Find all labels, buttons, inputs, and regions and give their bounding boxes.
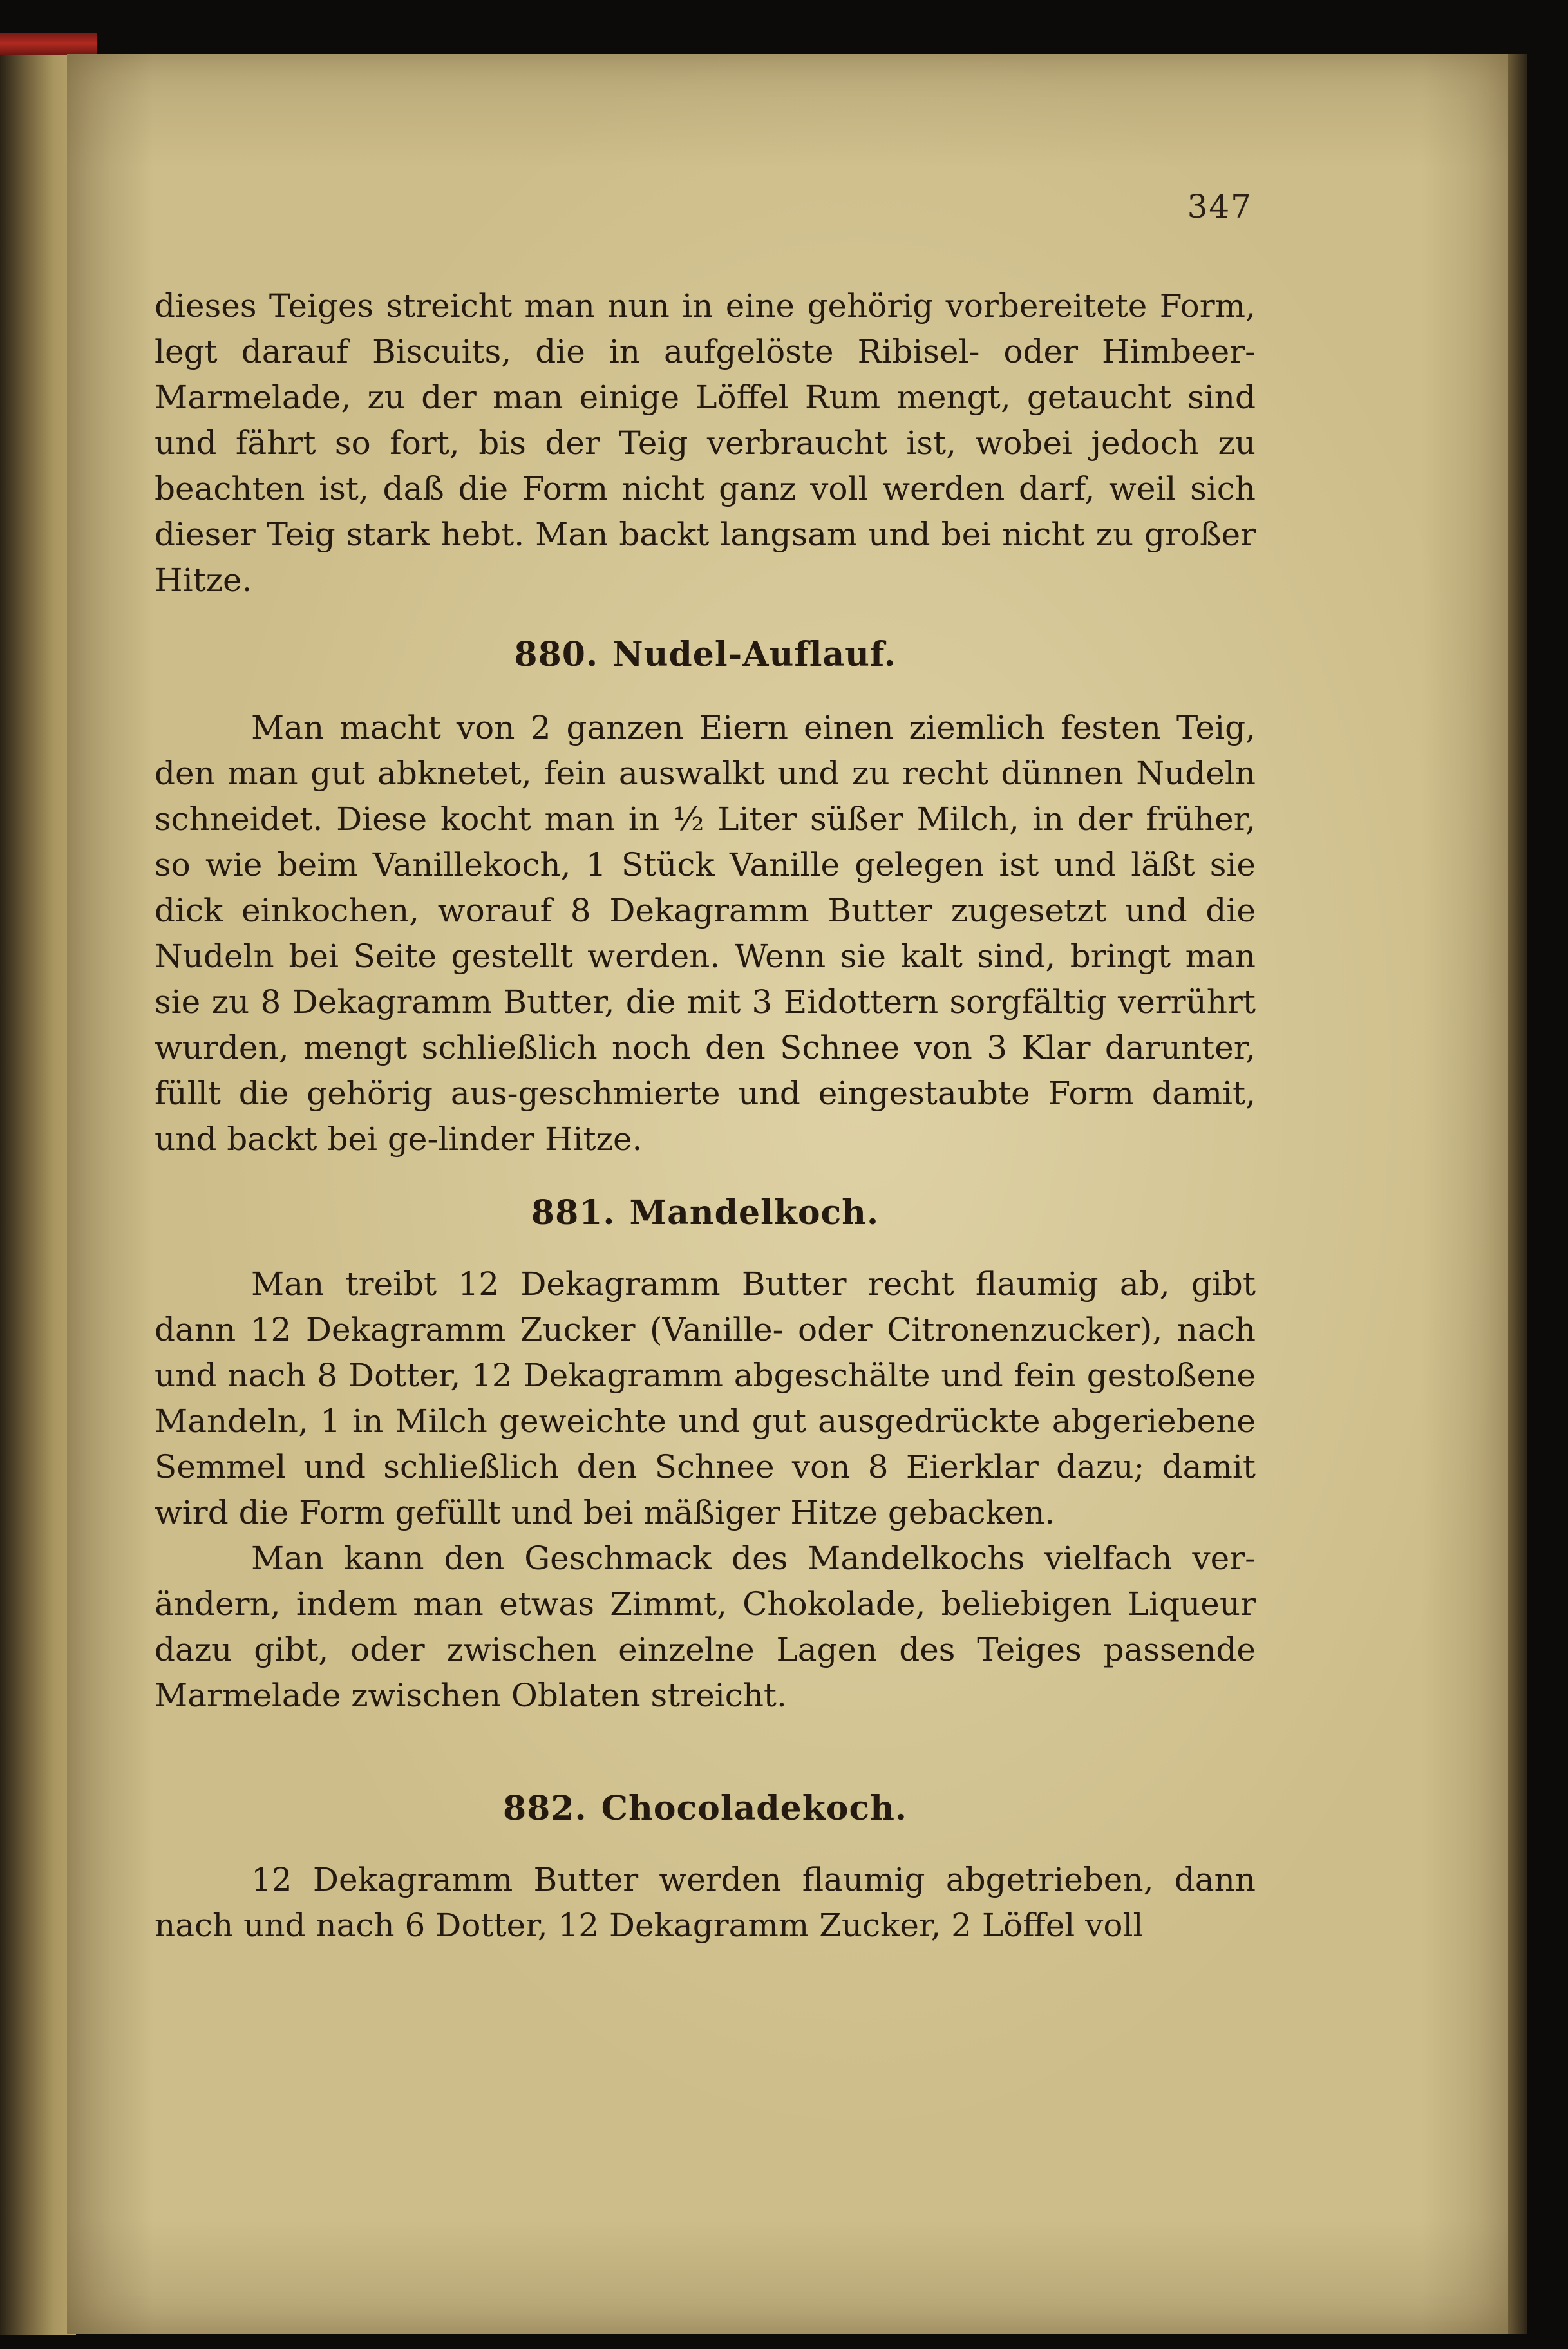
recipe-heading-882 [155, 1786, 1256, 1831]
recipe-880-paragraph: Man macht von 2 ganzen Eiern einen ziemlich festen Teig, den man gut abknetet, fein auswalkt und zu recht dünnen Nudeln schneidet. Diese kocht man in ½ Liter süßer Milch, in der früher, so wie beim Vanillekoch, 1 Stück Vanille gelegen ist und läßt sie dick einkochen, worauf 8 Dekagramm Butter zugesetzt und die Nudeln bei Seite gestellt werden. Wenn sie kalt sind, bringt man sie zu 8 Dekagramm Butter, die mit 3 Eidottern sorgfältig verrührt wurden, mengt schließlich noch den Schnee von 3 Klar darunter, füllt die gehörig aus-geschmierte und eingestaubte Form damit, und backt bei ge-linder Hitze. [155, 709, 1256, 1158]
recipe-882-paragraph: 12 Dekagramm Butter werden flaumig abgetrieben, dann nach und nach 6 Dotter, 12 Dekagramm Zucker, 2 Löffel voll [155, 1861, 1256, 1944]
recipe-881-paragraph-2: Man kann den Geschmack des Mandelkochs vielfach ver-ändern, indem man etwas Zimmt, Chokolade, beliebigen Liqueur dazu gibt, oder zwischen einzelne Lagen des Teiges passende Marmelade zwischen Oblaten streicht. [155, 1540, 1256, 1714]
recipe-title: Nudel-Auflauf. [612, 635, 896, 674]
recipe-title: Mandelkoch. [629, 1193, 880, 1232]
recipe-881-paragraph: Man treibt 12 Dekagramm Butter recht flaumig ab, gibt dann 12 Dekagramm Zucker (Vanille- oder Citronenzucker), nach und nach 8 Dotter, 12 Dekagramm abgeschälte und fein gestoßene Mandeln, 1 in Milch geweichte und gut ausgedrückte abgeriebene Semmel und schließlich den Schnee von 8 Eierklar dazu; damit wird die Form gefüllt und bei mäßiger Hitze gebacken. [155, 1265, 1256, 1531]
page-edge [1508, 54, 1527, 2334]
page-text [155, 187, 1256, 1948]
recipe-number: 881. [531, 1193, 616, 1232]
page-number: 347 [1187, 188, 1252, 225]
recipe-heading-880 [155, 632, 1256, 677]
intro-paragraph: dieses Teiges streicht man nun in eine gehörig vorbereitete Form, legt darauf Biscuits, die in aufgelöste Ribisel- oder Himbeer-Marmelade, zu der man einige Löffel Rum mengt, getaucht sind und fährt so fort, bis der Teig verbraucht ist, wobei jedoch zu beachten ist, daß die Form nicht ganz voll werden darf, weil sich dieser Teig stark hebt. Man backt langsam und bei nicht zu großer Hitze. [155, 287, 1256, 599]
recipe-number: 880. [514, 635, 599, 674]
recipe-heading-881 [155, 1190, 1256, 1236]
recipe-title: Chocoladekoch. [601, 1789, 908, 1828]
recipe-number: 882. [502, 1789, 587, 1828]
binding-strip [0, 33, 97, 55]
book-spine [0, 55, 76, 2335]
